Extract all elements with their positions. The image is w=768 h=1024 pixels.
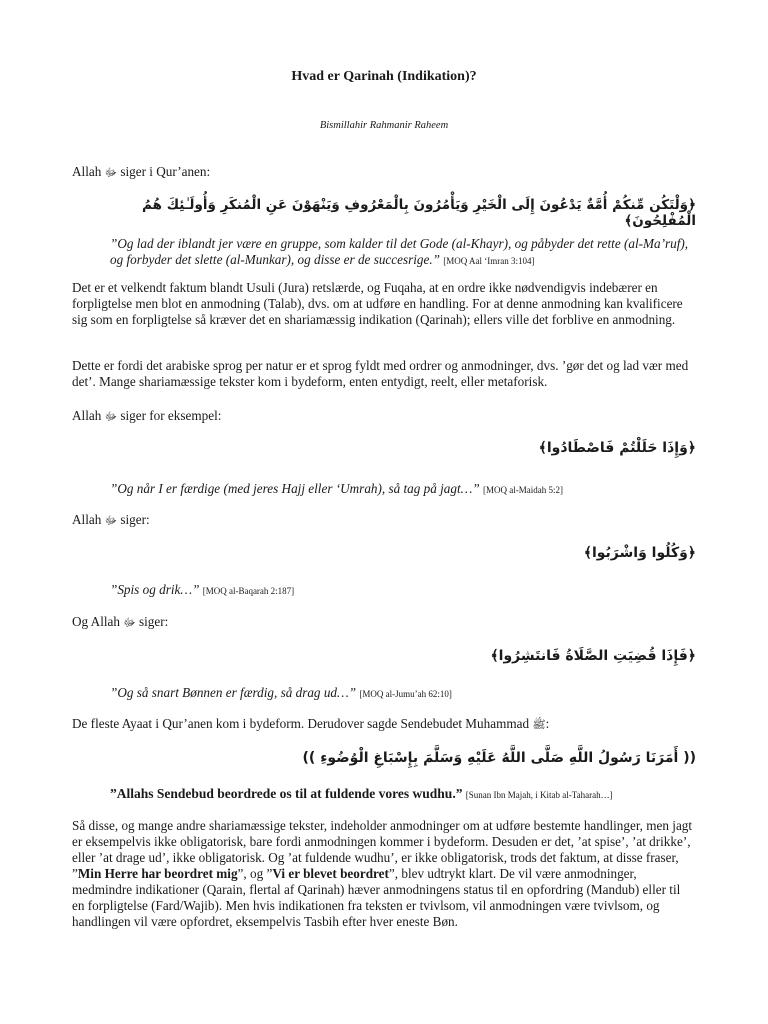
arabic-verse-4: ﴿فَإِذَا قُضِيَتِ الصَّلَاةُ فَانتَشِرُوا﴾ — [490, 648, 696, 664]
quote-text: ”Og lad der iblandt jer være en gruppe, som kalder til det Gode (al-Khayr), og påbyder det rette (al-Ma’ruf), og forbyder det slette (al-Munkar), og disse er de succesrige.” — [110, 236, 689, 267]
honorific-symbol: ﷻ — [123, 616, 136, 629]
quote-text: ”Og så snart Bønnen er færdig, så drag ud…” — [110, 685, 357, 700]
arabic-hadith: (( أَمَرَنَا رَسُولُ اللَّهِ صَلَّى اللَّهُ عَلَيْهِ وَسَلَّمَ بِإِسْبَاغِ الْوُضُوءِ )) — [302, 750, 696, 766]
quote-reference: [MOQ al-Jumu’ah 62:10] — [359, 689, 452, 699]
text: siger: — [139, 614, 169, 629]
text: : — [545, 716, 550, 731]
arabic-verse-1: ﴿وَلْتَكُن مِّنكُمْ أُمَّةٌ يَدْعُونَ إِلَى الْخَيْرِ وَيَأْمُرُونَ بِالْمَعْرُوفِ وَيَنْهَوْنَ عَنِ الْمُنكَرِ وَأُولَـٰئِكَ هُمُ الْمُفْلِحُونَ﴾ — [142, 197, 696, 229]
text: Allah — [72, 512, 102, 527]
honorific-symbol: ﷺ — [532, 718, 546, 731]
bold-phrase: Vi er blevet beordret — [272, 866, 389, 881]
text: ”, blev udtrykt klart. De vil være anmodninger, medmindre indikationer (Qarain, flertal af Qarinah) hæver anmodningens status til en opfordring (Mandub) eller til en forpligtelse (Fard/Wajib). Men hvis indikationen fra teksten er tvivlsom, vil anmodningen være tvivlsom, og handlingen vil være opfordret, eksempelvis Tasbih efter hver eneste Bøn. — [72, 866, 681, 929]
bold-phrase: Min Herre har beordret mig — [77, 866, 238, 881]
translation-1 — [110, 236, 696, 269]
quote-reference: [MOQ Aal ‘Imran 3:104] — [443, 256, 535, 266]
honorific-symbol: ﷻ — [104, 410, 118, 423]
quote-reference: [MOQ al-Maidah 5:2] — [483, 485, 564, 495]
translation-3 — [110, 582, 696, 599]
quote-text: ”Spis og drik…” — [110, 582, 200, 597]
paragraph-conclusion — [72, 818, 696, 930]
hadith-reference: [Sunan Ibn Majah, i Kitab al-Taharah…] — [465, 790, 613, 800]
text: Allah — [72, 408, 102, 423]
honorific-symbol: ﷻ — [104, 514, 118, 527]
document-page — [72, 0, 696, 1024]
text: Og Allah — [72, 614, 120, 629]
text: siger: — [120, 512, 150, 527]
hadith-translation — [110, 786, 696, 803]
text: siger i Qur’anen: — [120, 164, 211, 179]
page-subtitle: Bismillahir Rahmanir Raheem — [319, 120, 449, 131]
translation-2 — [110, 481, 696, 498]
text: Så disse, og mange andre shariamæssige tekster, indeholder anmodninger om at udføre bestemte handlinger, men jagt er eksempelvis ikke obligatorisk, bare fordi anmodningen kommer i bydeform. Desuden er det, ’at spise’, ’at drikke’, eller ’at drage ud’, ikke obligatorisk. Og ’at fuldende wudhu’, er ikke obligatorisk, trods det faktum, at disse fraser, ” — [72, 818, 693, 881]
intro-line-3 — [72, 512, 696, 529]
quote-reference: [MOQ al-Baqarah 2:187] — [202, 586, 295, 596]
intro-line-2 — [72, 408, 696, 425]
hadith-text: ”Allahs Sendebud beordrede os til at fuldende vores wudhu.” — [110, 786, 463, 801]
quote-text: ”Og når I er færdige (med jeres Hajj eller ‘Umrah), så tag på jagt…” — [110, 481, 480, 496]
arabic-verse-2: ﴿وَإِذَا حَلَلْتُمْ فَاصْطَادُوا﴾ — [538, 440, 696, 456]
arabic-verse-3: ﴿وَكُلُوا وَاشْرَبُوا﴾ — [583, 545, 696, 561]
text: De fleste Ayaat i Qur’anen kom i bydeform. Derudover sagde Sendebudet Muhammad — [72, 716, 530, 731]
paragraph-arabic-language: Dette er fordi det arabiske sprog per natur er et sprog fyldt med ordrer og anmodninger, dvs. ’gør det og lad vær med det’. Mange shariamæssige tekster kom i bydeform, enten entydigt, reelt, eller metaforisk. — [72, 358, 689, 389]
text: ”, og ” — [237, 866, 273, 881]
paragraph-usuli: Det er et velkendt faktum blandt Usuli (Jura) retslærde, og Fuqaha, at en ordre ikke nødvendigvis indebærer en forpligtelse men blot en anmodning (Talab), dvs. om at udføre en handling. For at denne anmodning kan kvalificere sig som en forpligtelse så kræver det en shariamæssig indikation (Qarinah); ellers ville det forblive en anmodning. — [72, 280, 683, 327]
text: Allah — [72, 164, 102, 179]
translation-4 — [110, 685, 696, 702]
intro-line-5 — [72, 716, 696, 733]
text: siger for eksempel: — [120, 408, 222, 423]
honorific-symbol: ﷻ — [104, 166, 118, 179]
intro-line-4 — [72, 614, 696, 631]
intro-line-1 — [72, 164, 696, 181]
page-title: Hvad er Qarinah (Indikation)? — [291, 69, 477, 84]
